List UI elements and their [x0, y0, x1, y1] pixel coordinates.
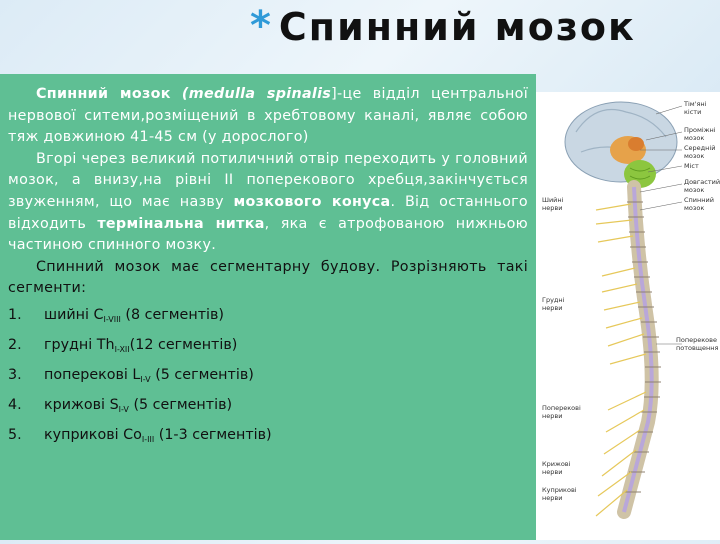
list-item: [8, 360, 528, 390]
label-coccygeal-nerves: Куприкові: [542, 486, 577, 494]
label-thoracic-nerves: Грудні: [542, 296, 565, 304]
boundaries-text-c: . Від останнього відходить: [8, 193, 528, 232]
label-midbrain: Середній: [684, 144, 716, 152]
label-sacral-nerves-2: нерви: [542, 468, 563, 476]
slide-title: [250, 2, 636, 62]
definition-text: ]-це відділ центральної нервової ситеми,розміщений в хребтовому каналі, являє собою тяж довжиною 41-45 см (у дорослого): [8, 86, 528, 146]
segment-text: крижові $S_{I-V}$ (5 сегментів): [44, 396, 233, 414]
label-parietal: Тім'яні: [684, 100, 707, 108]
term-filum: термінальна нитка: [97, 215, 265, 232]
list-number: 5.: [8, 426, 22, 443]
list-item: [8, 300, 528, 330]
label-lumbar-enlargement-2: потовщення: [676, 344, 719, 352]
segment-text: куприкові $Co_{I-III}$ (1-3 сегментів): [44, 426, 272, 444]
spinal-cord-illustration: [536, 92, 720, 540]
label-lumbar-nerves-2: нерви: [542, 412, 563, 420]
label-spinal-cord: Спинний: [684, 196, 714, 204]
list-number: 3.: [8, 366, 22, 383]
label-cervical-nerves-2: нерви: [542, 204, 563, 212]
label-pons: Міст: [684, 162, 699, 170]
segment-text: грудні $Th_{I-XII}(12$ сегментів): [44, 336, 238, 354]
list-number: 1.: [8, 306, 22, 323]
term-conus: мозкового конуса: [233, 193, 391, 210]
label-lumbar-enlargement: Поперекове: [676, 336, 717, 344]
list-number: 2.: [8, 336, 22, 353]
label-medulla-2: мозок: [684, 186, 705, 194]
spinal-cord-diagram: [536, 92, 720, 540]
label-lumbar-nerves: Поперекові: [542, 404, 581, 412]
label-sacral-nerves: Крижові: [542, 460, 571, 468]
term-spinal-cord: Спинний мозок: [36, 86, 171, 102]
list-number: 4.: [8, 396, 22, 413]
label-medulla: Довгастий: [684, 178, 720, 186]
segments-list: [8, 300, 528, 450]
label-midbrain-2: мозок: [684, 152, 705, 160]
title-bullet-star: *: [250, 3, 271, 49]
paragraph-segments-intro: Спинний мозок має сегментарну будову. Розрізняють такі сегменти:: [8, 258, 528, 297]
label-parietal-2: кісти: [684, 108, 702, 116]
paragraph-boundaries: [8, 149, 528, 257]
label-thoracic-nerves-2: нерви: [542, 304, 563, 312]
boundaries-text-a: Вгорі через великий потиличний отвір переходить у головний мозок, а внизу,на рівні ІІ поперекового хребця,закінчується звуженням, що має назву: [8, 150, 528, 210]
label-coccygeal-nerves-2: нерви: [542, 494, 563, 502]
label-cervical-nerves: Шийні: [542, 196, 564, 204]
paragraph-definition: [8, 84, 528, 149]
label-spinal-cord-2: мозок: [684, 204, 705, 212]
term-latin: (medulla spinalis: [181, 86, 332, 102]
list-item: [8, 330, 528, 360]
title-text: Спинний мозок: [278, 5, 636, 49]
segment-text: шийні $C_{I-VIII}$ (8 сегментів): [44, 306, 225, 324]
text-panel: [0, 74, 536, 540]
segment-text: поперекові $L_{I-V}$ (5 сегментів): [44, 366, 254, 384]
label-diencephalon-2: мозок: [684, 134, 705, 142]
list-item: [8, 390, 528, 420]
list-item: [8, 420, 528, 450]
label-diencephalon: Проміжні: [684, 126, 716, 134]
boundaries-text-d: , яка є атрофованою нижньою частиною спинного мозку.: [8, 215, 528, 254]
